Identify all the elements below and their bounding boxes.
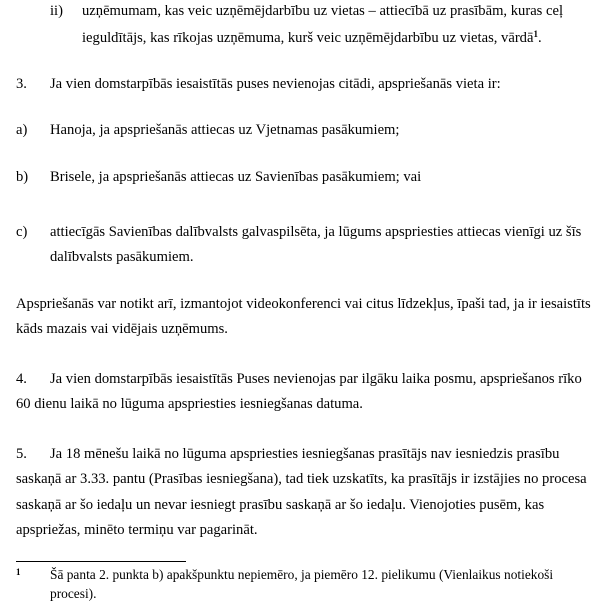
para-4-line-1: Ja vien domstarpībās iesaistītās Puses nevienojas par ilgāku laika posmu, apspriešanos rīko [50, 371, 582, 387]
item-ii-line-2 [82, 30, 542, 46]
para-4-line-2: 60 dienu laikā no lūguma apspriesties iesniegšanas datuma. [16, 396, 363, 412]
item-ii-line-2-text: ieguldītājs, kas rīkojas uzņēmuma, kurš veic uzņēmējdarbību uz vietas, vārdā [82, 30, 534, 46]
item-ii-label: ii) [50, 3, 63, 19]
para-5-line-2: saskaņā ar 3.33. pantu (Prasības iesniegšana), tad tiek uzskatīts, ka prasītājs ir izstājies no procesa [16, 471, 587, 487]
footnote-number: 1 [16, 567, 21, 577]
para-5-label: 5. [16, 446, 27, 462]
para-5-line-3: saskaņā ar šo iedaļu un nevar iesniegt prasību saskaņā ar šo iedaļu. Vienojoties pusēm, kas [16, 497, 545, 513]
para-3-label: 3. [16, 76, 27, 92]
footnote-line-2: procesi). [50, 586, 97, 601]
footnote-reference[interactable]: 1 [533, 29, 538, 39]
footnote-separator [16, 561, 186, 562]
para-5-line-4: apspriežas, minēto termiņu var pagarināt. [16, 522, 258, 538]
item-b-text: Brisele, ja apspriešanās attiecas uz Savienības pasākumiem; vai [50, 169, 422, 185]
footnote-line-1: Šā panta 2. punkta b) apakšpunktu nepiemēro, ja piemēro 12. pielikumu (Vienlaikus notiekoši [50, 567, 554, 582]
item-ii-line-1: uzņēmumam, kas veic uzņēmējdarbību uz vietas – attiecībā uz prasībām, kuras ceļ [82, 3, 564, 19]
item-c-line-2: dalībvalsts pasākumiem. [50, 249, 194, 265]
item-a-text: Hanoja, ja apspriešanās attiecas uz Vjetnamas pasākumiem; [50, 122, 400, 138]
para-3-text: Ja vien domstarpībās iesaistītās puses nevienojas citādi, apspriešanās vieta ir: [50, 76, 501, 92]
para-5-line-1: Ja 18 mēnešu laikā no lūguma apspriesties iesniegšanas prasītājs nav iesniedzis prasību [50, 446, 560, 462]
para-4-label: 4. [16, 371, 27, 387]
item-c-line-1: attiecīgās Savienības dalībvalsts galvaspilsēta, ja lūgums apspriesties attiecas vienīgi uz šīs [50, 224, 582, 240]
para-video-line-1: Apspriešanās var notikt arī, izmantojot videokonferenci vai citus līdzekļus, īpaši tad, ja ir iesaistīts [16, 296, 591, 312]
item-b-label: b) [16, 169, 29, 185]
item-c-label: c) [16, 224, 28, 240]
item-ii-end: . [537, 30, 542, 46]
item-a-label: a) [16, 122, 28, 138]
para-video-line-2: kāds mazais vai vidējais uzņēmums. [16, 321, 228, 337]
